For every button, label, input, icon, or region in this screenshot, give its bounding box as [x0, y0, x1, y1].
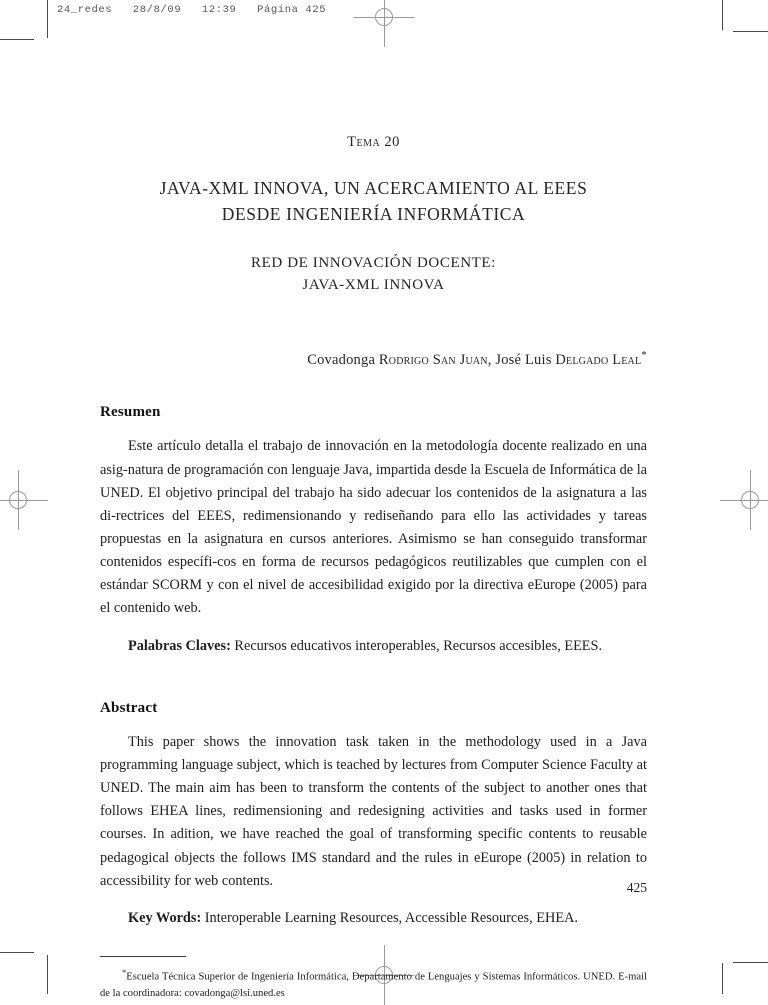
title-line-1: JAVA-XML INNOVA, UN ACERCAMIENTO AL EEES — [159, 178, 588, 198]
author-separator: , — [487, 351, 496, 368]
title-line-2: DESDE INGENIERÍA INFORMÁTICA — [221, 203, 526, 224]
resumen-keywords-value: Recursos educativos interoperables, Recursos accesibles, EEES. — [230, 637, 603, 654]
subtitle-line-2: JAVA-XML INNOVA — [302, 277, 445, 294]
author-byline — [100, 349, 647, 369]
crop-mark-bottom-right-horizontal — [733, 962, 768, 963]
abstract-keywords-value: Interoperable Learning Resources, Accessible Resources, EHEA. — [201, 909, 578, 926]
author-2-surname: Delgado Leal — [555, 351, 642, 368]
page-title — [100, 176, 647, 227]
footnote-affiliation: Escuela Técnica Superior de Ingeniería Informática, Departamento de Lenguajes y Sistemas Informáticos. UNED. — [126, 971, 616, 983]
abstract-body: This paper shows the innovation task taken in the methodology used in a Java programming language subject, which is teached by lectures from Computer Science Faculty at UNED. The main aim has been to transform the contents of the subject to another ones that follows EHEA lines, redimensioning and redesigning activities and tasks used in former courses. In adition, we have reached the goal of transforming specific contents to reusable pedagogical objects the follows IMS standard and the rules in eEurope (2005) in relation to accessibility for web contents. — [100, 733, 647, 889]
crop-mark-top-left-vertical — [47, 0, 48, 38]
crop-mark-bottom-left-horizontal — [0, 952, 34, 953]
crop-mark-top-left-horizontal — [0, 39, 34, 40]
page-number: 425 — [626, 880, 647, 895]
series-label: Tema 20 — [347, 134, 400, 150]
crop-mark-top-right-vertical — [722, 0, 723, 30]
crop-mark-bottom-right-vertical — [722, 963, 723, 994]
resumen-keywords-label: Palabras Claves: — [128, 637, 231, 654]
footnote — [100, 966, 647, 1002]
author-2-given-name: José Luis — [495, 351, 556, 368]
abstract-keywords — [100, 907, 647, 930]
footnote-email-line: E-mail de la coordinadora: covadonga@lsi.uned.es — [100, 971, 647, 999]
resumen-keywords — [100, 635, 647, 658]
abstract-heading: Abstract — [100, 699, 158, 716]
page-content — [100, 0, 647, 1002]
footnote-separator-rule — [100, 956, 186, 957]
page-subtitle — [100, 252, 647, 296]
footnote-marker: * — [122, 967, 127, 978]
resumen-body: Este artículo detalla el trabajo de innovación en la metodología docente realizado en una asig-natura de programación con lenguaje Java, impartida desde la Escuela de Informática de la UNED. El objetivo principal del trabajo ha sido adecuar los contenidos de la asignatura a las di-rectrices del EEES, redimensionando y rediseñando para ello las actividades y tareas propuestas en la asignatura en cursos anteriores. Asimismo se han conseguido transformar contenidos específi-cos en forma de recursos pedagógicos reutilizables que cumplen con el estándar SCORM y con el nivel de accesibilidad exigido por la directiva eEurope (2005) para el contenido web. — [100, 438, 648, 617]
author-footnote-marker: * — [641, 348, 647, 361]
scan-header-slug: 24_redes 28/8/09 12:39 Página 425 — [57, 4, 327, 16]
crop-mark-top-right-horizontal — [733, 31, 768, 32]
crop-mark-bottom-left-vertical — [47, 955, 48, 994]
resumen-heading: Resumen — [100, 404, 161, 421]
subtitle-line-1: RED DE INNOVACIÓN DOCENTE: — [251, 255, 496, 272]
abstract-keywords-label: Key Words: — [128, 909, 202, 926]
author-1-surname: Rodrigo San Juan — [378, 351, 488, 368]
author-1-given-name: Covadonga — [307, 351, 379, 368]
